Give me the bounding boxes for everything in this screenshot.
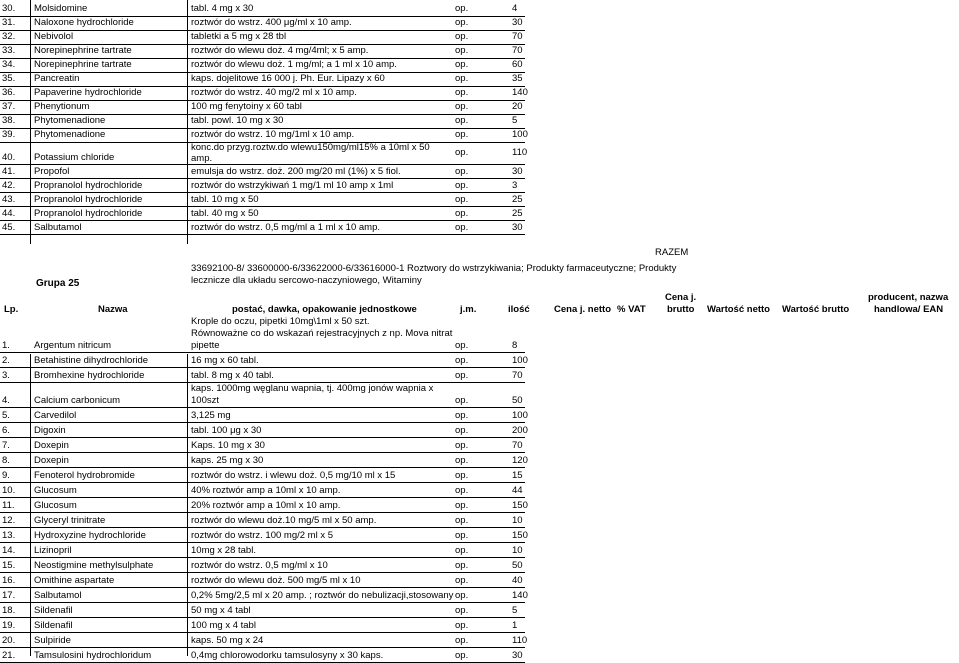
quantity: 30 [512, 221, 523, 233]
drug-name: Phytomenadione [34, 115, 106, 126]
unit: op. [455, 207, 469, 219]
razem-label: RAZEM [655, 247, 689, 258]
header-value-net: Wartość netto [707, 304, 770, 315]
table-row [0, 587, 528, 603]
header-qty: ilość [508, 304, 530, 315]
row-number: 11. [2, 499, 15, 511]
header-price-gross-line2: brutto [667, 304, 695, 315]
row-number: 38. [2, 115, 16, 126]
row-number: 3. [2, 370, 10, 381]
quantity: 35 [512, 73, 523, 84]
drug-form: tabl. 8 mg x 40 tabl. [191, 370, 274, 381]
table-row [0, 193, 525, 208]
table-row [0, 632, 528, 648]
unit: op. [455, 514, 469, 526]
drug-form: tabl. 100 μg x 30 [191, 424, 262, 436]
quantity: 50 [512, 394, 523, 406]
drug-name: Propranolol hydrochloride [34, 179, 143, 191]
unit: op. [455, 45, 469, 56]
header-vat: % VAT [617, 304, 646, 315]
unit: op. [455, 619, 469, 631]
group-description-line1: 33692100-8/ 33600000-6/33622000-6/33616000-1 Roztwory do wstrzykiwania; Produkty farmaceutyczne; Produkty [191, 263, 677, 274]
unit: op. [455, 394, 469, 406]
unit: op. [455, 544, 469, 556]
drug-form: roztwór do wlewu doż.10 mg/5 ml x 50 amp. [191, 514, 377, 526]
table-row [0, 165, 525, 180]
row-number: 31. [2, 17, 16, 28]
drug-name: Betahistine dihydrochloride [34, 355, 149, 366]
drug-form: roztwór do wstrz. 400 μg/ml x 10 amp. [191, 17, 352, 28]
drug-name: Hydroxyzine hydrochloride [34, 529, 146, 541]
row-number: 8. [2, 454, 10, 466]
quantity: 70 [512, 31, 523, 42]
header-producer-line2: handlowa/ EAN [874, 304, 944, 315]
drug-name: Propranolol hydrochloride [34, 207, 143, 219]
quantity: 15 [512, 469, 523, 481]
drug-name: Papaverine hydrochloride [34, 87, 142, 98]
row-number: 40. [2, 152, 16, 163]
row-number: 1. [2, 340, 10, 351]
row-number: 32. [2, 31, 16, 42]
quantity: 3 [512, 179, 518, 191]
row-number: 42. [2, 179, 16, 191]
table-row [0, 368, 525, 384]
quantity: 120 [512, 454, 528, 466]
drug-form: tabl. 40 mg x 50 [191, 207, 259, 219]
row-number: 41. [2, 165, 16, 177]
drug-name: Nebivolol [34, 31, 74, 42]
header-price-net: Cena j. netto [554, 304, 612, 315]
drug-form: 20% roztwór amp a 10ml x 10 amp. [191, 499, 341, 511]
row-number: 14. [2, 544, 16, 556]
row-number: 35. [2, 73, 16, 84]
drug-name: Fenoterol hydrobromide [34, 469, 135, 481]
drug-form: roztwór do wstrz. i wlewu doż. 0,5 mg/10 ml x 15 [191, 469, 396, 481]
table-row [0, 44, 525, 59]
drug-name: Carvedilol [34, 409, 77, 421]
drug-form: Krople do oczu, pipetki 10mg\1ml x 50 szt. [191, 316, 370, 327]
table-row [0, 602, 525, 618]
table-row [0, 2, 525, 17]
table-row [0, 353, 528, 369]
row-number: 5. [2, 409, 10, 421]
table-row [0, 572, 525, 588]
quantity: 5 [512, 604, 518, 616]
unit: op. [455, 529, 469, 541]
table-row [0, 452, 528, 468]
table-row [0, 179, 525, 194]
drug-name: Omithine aspartate [34, 574, 115, 586]
row-number: 20. [2, 634, 16, 646]
drug-form-continued: 100szt [191, 394, 219, 406]
drug-name: Salbutamol [34, 589, 82, 601]
table-row [0, 16, 525, 31]
quantity: 150 [512, 499, 528, 511]
quantity: 70 [512, 45, 523, 56]
row-number: 16. [2, 574, 16, 586]
drug-form: roztwór do wstrzykiwań 1 mg/1 ml 10 amp x 1ml [191, 179, 394, 191]
drug-name: Propranolol hydrochloride [34, 193, 143, 205]
quantity: 25 [512, 193, 523, 205]
row-number: 10. [2, 484, 16, 496]
unit: op. [455, 340, 469, 351]
unit: op. [455, 454, 469, 466]
drug-form-continued: Równoważne co do wskazań rejestracyjnych z np. Mova nitrat [191, 328, 453, 339]
drug-name: Molsidomine [34, 3, 88, 14]
drug-name: Glucosum [34, 499, 77, 511]
table-row [0, 422, 528, 438]
quantity: 10 [512, 544, 523, 556]
unit: op. [455, 59, 469, 70]
drug-form: 50 mg x 4 tabl [191, 604, 251, 616]
table-row [0, 617, 525, 633]
drug-form: roztwór do wlewu doż. 4 mg/4ml; x 5 amp. [191, 45, 369, 56]
table-row [0, 482, 525, 498]
quantity: 110 [512, 634, 528, 646]
table-row [0, 557, 525, 573]
drug-name: Lizinopril [34, 544, 72, 556]
table-row [0, 221, 525, 236]
unit: op. [455, 499, 469, 511]
drug-name: Glyceryl trinitrate [34, 514, 106, 526]
drug-name: Phytomenadione [34, 129, 106, 140]
drug-name: Glucosum [34, 484, 77, 496]
drug-name: Pancreatin [34, 73, 80, 84]
row-number: 45. [2, 221, 16, 233]
drug-form: roztwór do wstrz. 10 mg/1ml x 10 amp. [191, 129, 355, 140]
row-number: 4. [2, 394, 10, 406]
unit: op. [455, 115, 469, 126]
drug-form: konc.do przyg.roztw.do wlewu150mg/ml15% a 10ml x 50 [191, 142, 430, 153]
quantity: 60 [512, 59, 523, 70]
table-row [0, 467, 525, 483]
drug-form: 100 mg x 4 tabl [191, 619, 256, 631]
table-row [0, 383, 525, 408]
quantity: 140 [512, 87, 528, 98]
quantity: 140 [512, 589, 528, 601]
quantity: 4 [512, 3, 518, 14]
table-row [0, 316, 525, 353]
header-jm: j.m. [460, 304, 477, 315]
drug-form: roztwór do wlewu doż. 500 mg/5 ml x 10 [191, 574, 361, 586]
drug-name: Naloxone hydrochloride [34, 17, 134, 28]
quantity: 44 [512, 484, 523, 496]
drug-name: Phenytionum [34, 101, 90, 112]
table-row [0, 512, 525, 528]
drug-name: Sildenafil [34, 619, 73, 631]
table-row [0, 58, 525, 73]
table-row [0, 407, 528, 423]
drug-form: Kaps. 10 mg x 30 [191, 439, 265, 451]
quantity: 40 [512, 574, 523, 586]
quantity: 50 [512, 559, 523, 571]
unit: op. [455, 147, 469, 158]
drug-form: roztwór do wstrz. 40 mg/2 ml x 10 amp. [191, 87, 357, 98]
unit: op. [455, 193, 469, 205]
table-row [0, 647, 525, 663]
quantity: 25 [512, 207, 523, 219]
unit: op. [455, 484, 469, 496]
drug-name: Neostigmine methylsulphate [34, 559, 154, 571]
unit: op. [455, 424, 469, 436]
row-number: 6. [2, 424, 10, 436]
grid-line [187, 354, 188, 656]
drug-name: Potassium chloride [34, 152, 115, 163]
drug-name: Salbutamol [34, 221, 82, 233]
header-form: postać, dawka, opakowanie jednostkowe [232, 304, 417, 315]
row-number: 15. [2, 559, 16, 571]
drug-name: Tamsulosini hydrochloridum [34, 649, 152, 661]
row-number: 7. [2, 439, 10, 451]
unit: op. [455, 589, 469, 601]
drug-name: Norepinephrine tartrate [34, 59, 132, 70]
table-row [0, 142, 528, 165]
table-row [0, 114, 525, 129]
quantity: 20 [512, 101, 523, 112]
quantity: 1 [512, 619, 518, 631]
table-row [0, 437, 525, 453]
row-number: 37. [2, 101, 16, 112]
row-number: 2. [2, 355, 10, 366]
unit: op. [455, 370, 469, 381]
header-lp: Lp. [4, 304, 19, 315]
drug-name: Norepinephrine tartrate [34, 45, 132, 56]
quantity: 110 [512, 147, 528, 158]
drug-form-continued: amp. [191, 153, 213, 164]
drug-form: 0,2% 5mg/2,5 ml x 20 amp. ; roztwór do nebulizacji,stosowany [191, 589, 454, 601]
table-row [0, 100, 525, 115]
drug-name: Doxepin [34, 439, 69, 451]
row-number: 44. [2, 207, 16, 219]
unit: op. [455, 649, 469, 661]
row-number: 39. [2, 129, 16, 140]
quantity: 70 [512, 439, 523, 451]
row-number: 33. [2, 45, 16, 56]
quantity: 100 [512, 129, 528, 140]
unit: op. [455, 73, 469, 84]
quantity: 10 [512, 514, 523, 526]
quantity: 70 [512, 370, 523, 381]
drug-form: tabl. 4 mg x 30 [191, 3, 254, 14]
quantity: 200 [512, 424, 528, 436]
drug-form: 40% roztwór amp a 10ml x 10 amp. [191, 484, 341, 496]
table-row [0, 72, 525, 87]
table-row [0, 86, 528, 101]
unit: op. [455, 3, 469, 14]
drug-form: 3,125 mg [191, 409, 231, 421]
header-value-gross: Wartość brutto [782, 304, 850, 315]
unit: op. [455, 409, 469, 421]
grid-line [30, 354, 31, 656]
header-producer-line1: producent, nazwa [868, 292, 949, 303]
table-row [0, 128, 528, 143]
drug-form: 16 mg x 60 tabl. [191, 355, 259, 366]
unit: op. [455, 604, 469, 616]
unit: op. [455, 469, 469, 481]
header-price-gross-line1: Cena j. [665, 292, 697, 303]
quantity: 30 [512, 165, 523, 177]
row-number: 12. [2, 514, 16, 526]
quantity: 5 [512, 115, 518, 126]
header-name: Nazwa [98, 304, 128, 315]
unit: op. [455, 574, 469, 586]
quantity: 30 [512, 17, 523, 28]
drug-form: roztwór do wstrz. 0,5 mg/ml a 1 ml x 10 amp. [191, 221, 381, 233]
row-number: 9. [2, 469, 10, 481]
unit: op. [455, 634, 469, 646]
unit: op. [455, 31, 469, 42]
drug-form: 10mg x 28 tabl. [191, 544, 256, 556]
quantity: 8 [512, 340, 518, 351]
drug-form: 0,4mg chlorowodorku tamsulosyny x 30 kaps. [191, 649, 384, 661]
drug-name: Bromhexine hydrochloride [34, 370, 145, 381]
row-number: 30. [2, 3, 16, 14]
drug-form: roztwór do wstrz. 0,5 mg/ml x 10 [191, 559, 328, 571]
unit: op. [455, 559, 469, 571]
drug-name: Digoxin [34, 424, 66, 436]
drug-form: emulsja do wstrz. doż. 200 mg/20 ml (1%) x 5 fiol. [191, 165, 401, 177]
unit: op. [455, 129, 469, 140]
unit: op. [455, 179, 469, 191]
drug-form: kaps. 25 mg x 30 [191, 454, 264, 466]
drug-name: Sildenafil [34, 604, 73, 616]
row-number: 18. [2, 604, 16, 616]
quantity: 100 [512, 355, 528, 366]
drug-form: kaps. 1000mg węglanu wapnia, tj. 400mg jonów wapnia x [191, 382, 434, 394]
drug-form: kaps. 50 mg x 24 [191, 634, 264, 646]
row-number: 17. [2, 589, 16, 601]
row-number: 21. [2, 649, 16, 661]
unit: op. [455, 165, 469, 177]
drug-form: 100 mg fenytoiny x 60 tabl [191, 101, 302, 112]
row-number: 13. [2, 529, 16, 541]
drug-form: tabl. 10 mg x 50 [191, 193, 259, 205]
unit: op. [455, 101, 469, 112]
drug-form: roztwór do wstrz. 100 mg/2 ml x 5 [191, 529, 334, 541]
table-row [0, 207, 525, 222]
row-number: 36. [2, 87, 16, 98]
quantity: 150 [512, 529, 528, 541]
drug-form: tabletki a 5 mg x 28 tbl [191, 31, 287, 42]
drug-name: Argentum nitricum [34, 340, 112, 351]
drug-form: kaps. dojelitowe 16 000 j. Ph. Eur. Lipazy x 60 [191, 73, 385, 84]
table-row [0, 542, 525, 558]
drug-name: Calcium carbonicum [34, 394, 121, 406]
unit: op. [455, 439, 469, 451]
drug-form: tabl. powl. 10 mg x 30 [191, 115, 284, 126]
quantity: 100 [512, 409, 528, 421]
unit: op. [455, 221, 469, 233]
drug-name: Propofol [34, 165, 70, 177]
row-number: 43. [2, 193, 16, 205]
table-row [0, 30, 525, 45]
row-number: 34. [2, 59, 16, 70]
table-row [0, 497, 528, 513]
unit: op. [455, 17, 469, 28]
drug-form-continued: pipette [191, 340, 220, 351]
grid-line [30, 0, 31, 244]
drug-name: Doxepin [34, 454, 69, 466]
drug-form: roztwór do wlewu doż. 1 mg/ml; a 1 ml x 10 amp. [191, 59, 397, 70]
drug-name: Sulpiride [34, 634, 71, 646]
unit: op. [455, 87, 469, 98]
table-row [0, 527, 528, 543]
group-label: Grupa 25 [36, 278, 80, 289]
group-description-line2: lecznicze dla układu sercowo-naczyniowego, Witaminy [191, 275, 422, 286]
row-number: 19. [2, 619, 16, 631]
grid-line [187, 0, 188, 244]
unit: op. [455, 355, 469, 366]
quantity: 30 [512, 649, 523, 661]
